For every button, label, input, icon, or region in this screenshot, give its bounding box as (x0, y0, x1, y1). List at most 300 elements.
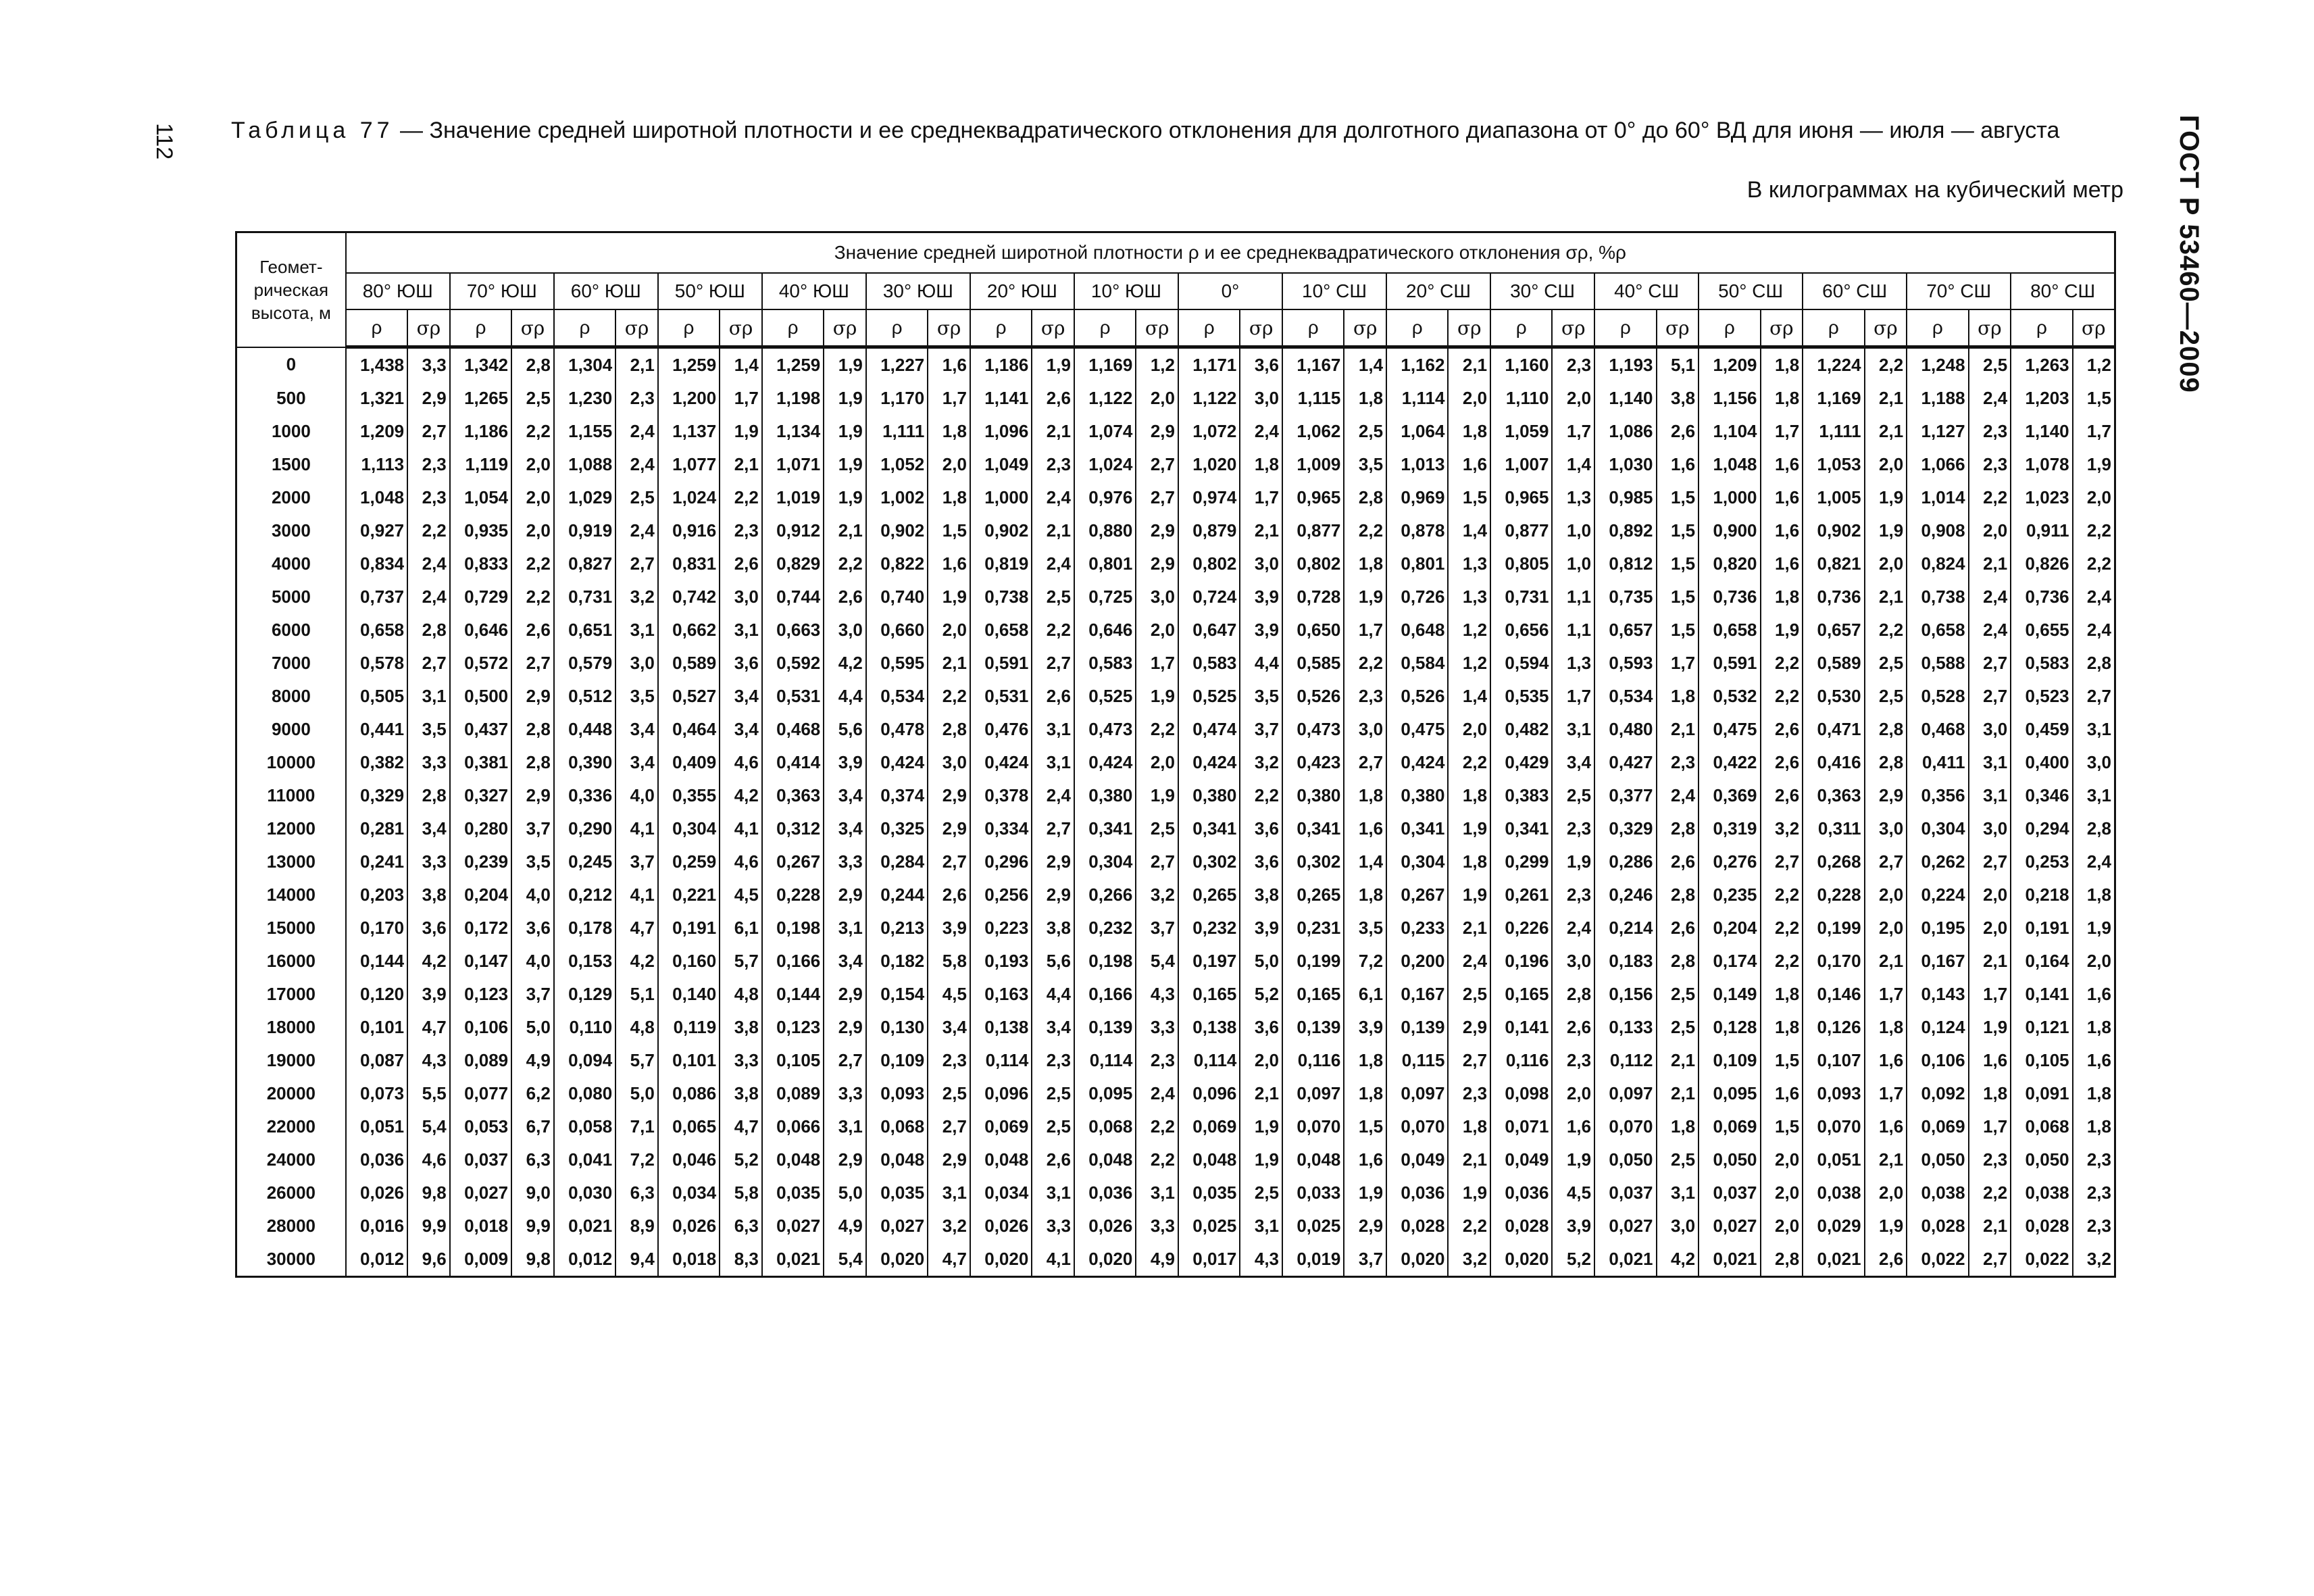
density-cell: 0,138 (1178, 1011, 1240, 1044)
density-cell: 0,116 (1282, 1044, 1344, 1077)
deviation-cell: 2,0 (928, 448, 970, 481)
deviation-cell: 1,3 (1448, 547, 1490, 580)
deviation-cell: 3,9 (1240, 912, 1282, 945)
deviation-cell: 4,2 (1657, 1243, 1699, 1277)
deviation-cell: 2,1 (1448, 912, 1490, 945)
deviation-cell: 2,7 (1865, 845, 1907, 878)
deviation-cell: 1,3 (1552, 647, 1594, 680)
deviation-cell: 3,9 (1552, 1210, 1594, 1243)
rho-symbol-header: ρ (1803, 309, 1864, 347)
density-cell: 0,390 (554, 746, 615, 779)
density-cell: 1,259 (762, 347, 824, 382)
density-cell: 0,965 (1282, 481, 1344, 514)
density-cell: 0,589 (1803, 647, 1864, 680)
deviation-cell: 1,9 (1448, 812, 1490, 845)
deviation-cell: 2,2 (1865, 347, 1907, 382)
density-cell: 0,041 (554, 1143, 615, 1176)
density-cell: 0,662 (658, 614, 720, 647)
density-cell: 0,833 (450, 547, 511, 580)
units-note: В килограммах на кубический метр (1746, 177, 2123, 203)
deviation-cell: 4,1 (1032, 1243, 1074, 1277)
density-cell: 1,438 (346, 347, 407, 382)
deviation-cell: 2,3 (2073, 1143, 2115, 1176)
deviation-cell: 4,7 (615, 912, 658, 945)
deviation-cell: 2,0 (1865, 547, 1907, 580)
density-cell: 0,106 (450, 1011, 511, 1044)
deviation-cell: 2,1 (1240, 514, 1282, 547)
deviation-cell: 1,8 (1761, 1011, 1803, 1044)
density-cell: 0,526 (1386, 680, 1448, 713)
density-cell: 1,155 (554, 415, 615, 448)
density-cell: 1,127 (1907, 415, 1968, 448)
altitude-cell: 12000 (236, 812, 346, 845)
density-cell: 0,036 (1386, 1176, 1448, 1210)
density-cell: 0,077 (450, 1077, 511, 1110)
density-cell: 0,480 (1594, 713, 1656, 746)
density-cell: 0,911 (2011, 514, 2072, 547)
deviation-cell: 2,0 (1448, 713, 1490, 746)
density-cell: 1,156 (1699, 382, 1760, 415)
density-cell: 0,423 (1282, 746, 1344, 779)
density-cell: 0,744 (762, 580, 824, 614)
deviation-cell: 3,1 (1136, 1176, 1178, 1210)
density-cell: 0,523 (2011, 680, 2072, 713)
density-cell: 0,012 (346, 1243, 407, 1277)
deviation-cell: 2,9 (824, 1011, 866, 1044)
density-cell: 0,286 (1594, 845, 1656, 878)
deviation-cell: 2,7 (928, 1110, 970, 1143)
deviation-cell: 1,8 (1448, 779, 1490, 812)
altitude-cell: 6000 (236, 614, 346, 647)
deviation-cell: 2,0 (1865, 878, 1907, 912)
density-cell: 1,059 (1490, 415, 1552, 448)
density-cell: 0,080 (554, 1077, 615, 1110)
deviation-cell: 2,2 (1865, 614, 1907, 647)
density-cell: 0,231 (1282, 912, 1344, 945)
deviation-cell: 2,4 (1032, 779, 1074, 812)
deviation-cell: 2,2 (1344, 647, 1386, 680)
deviation-cell: 2,3 (2073, 1210, 2115, 1243)
deviation-cell: 1,9 (1240, 1143, 1282, 1176)
deviation-cell: 3,5 (1344, 912, 1386, 945)
density-cell: 0,355 (658, 779, 720, 812)
deviation-cell: 2,4 (2073, 580, 2115, 614)
deviation-cell: 1,5 (1657, 547, 1699, 580)
density-cell: 0,244 (866, 878, 928, 912)
table-row (236, 1143, 2115, 1176)
altitude-cell: 7000 (236, 647, 346, 680)
deviation-cell: 3,4 (720, 680, 762, 713)
deviation-cell: 2,6 (1657, 415, 1699, 448)
density-cell: 1,048 (346, 481, 407, 514)
deviation-cell: 2,9 (1032, 845, 1074, 878)
density-cell: 1,000 (1699, 481, 1760, 514)
altitude-cell: 9000 (236, 713, 346, 746)
rho-symbol-header: ρ (1282, 309, 1344, 347)
deviation-cell: 3,2 (928, 1210, 970, 1243)
deviation-cell: 2,7 (2073, 680, 2115, 713)
deviation-cell: 2,1 (1969, 945, 2011, 978)
deviation-cell: 2,5 (928, 1077, 970, 1110)
density-cell: 1,193 (1594, 347, 1656, 382)
density-cell: 0,037 (1594, 1176, 1656, 1210)
density-cell: 1,071 (762, 448, 824, 481)
density-cell: 0,528 (1907, 680, 1968, 713)
deviation-cell: 3,0 (1969, 713, 2011, 746)
deviation-cell: 1,6 (1761, 547, 1803, 580)
deviation-cell: 2,5 (1865, 680, 1907, 713)
deviation-cell: 1,1 (1552, 614, 1594, 647)
latitude-header: 40° ЮШ (762, 273, 866, 309)
density-cell: 0,729 (450, 580, 511, 614)
deviation-cell: 3,1 (1969, 746, 2011, 779)
deviation-cell: 1,7 (1969, 978, 2011, 1011)
density-cell: 0,822 (866, 547, 928, 580)
density-cell: 0,097 (1594, 1077, 1656, 1110)
density-cell: 0,424 (1386, 746, 1448, 779)
deviation-cell: 2,2 (407, 514, 450, 547)
deviation-cell: 2,8 (928, 713, 970, 746)
deviation-cell: 1,7 (720, 382, 762, 415)
page-number: 112 (151, 123, 177, 160)
density-cell: 0,112 (1594, 1044, 1656, 1077)
deviation-cell: 2,4 (1448, 945, 1490, 978)
density-cell: 0,026 (970, 1210, 1032, 1243)
density-cell: 1,104 (1699, 415, 1760, 448)
density-cell: 0,651 (554, 614, 615, 647)
altitude-cell: 18000 (236, 1011, 346, 1044)
deviation-cell: 1,8 (1761, 580, 1803, 614)
density-cell: 0,829 (762, 547, 824, 580)
density-cell: 0,336 (554, 779, 615, 812)
deviation-cell: 3,7 (1240, 713, 1282, 746)
density-cell: 0,827 (554, 547, 615, 580)
deviation-cell: 2,1 (1448, 347, 1490, 382)
deviation-cell: 1,8 (1344, 878, 1386, 912)
density-cell: 0,658 (1907, 614, 1968, 647)
deviation-cell: 7,2 (615, 1143, 658, 1176)
latitude-header: 70° ЮШ (450, 273, 554, 309)
altitude-cell: 20000 (236, 1077, 346, 1110)
density-cell: 0,028 (1386, 1210, 1448, 1243)
deviation-cell: 2,6 (1032, 382, 1074, 415)
density-cell: 0,027 (866, 1210, 928, 1243)
table-row (236, 614, 2115, 647)
deviation-cell: 1,4 (720, 347, 762, 382)
deviation-cell: 2,1 (1657, 1044, 1699, 1077)
deviation-cell: 3,3 (407, 746, 450, 779)
deviation-cell: 4,3 (1136, 978, 1178, 1011)
deviation-cell: 2,0 (1969, 878, 2011, 912)
density-cell: 1,002 (866, 481, 928, 514)
deviation-cell: 2,1 (1865, 945, 1907, 978)
deviation-cell: 2,2 (1136, 1143, 1178, 1176)
deviation-cell: 3,0 (615, 647, 658, 680)
deviation-cell: 1,0 (1552, 547, 1594, 580)
deviation-cell: 4,3 (407, 1044, 450, 1077)
deviation-cell: 2,0 (1761, 1210, 1803, 1243)
density-cell: 1,007 (1490, 448, 1552, 481)
density-cell: 0,097 (1282, 1077, 1344, 1110)
deviation-cell: 4,9 (824, 1210, 866, 1243)
density-cell: 0,476 (970, 713, 1032, 746)
density-cell: 0,223 (970, 912, 1032, 945)
density-cell: 0,525 (1178, 680, 1240, 713)
density-cell: 0,266 (1074, 878, 1136, 912)
density-cell: 0,224 (1907, 878, 1968, 912)
density-cell: 0,468 (762, 713, 824, 746)
latitude-header: 30° СШ (1490, 273, 1594, 309)
deviation-cell: 1,6 (2073, 1044, 2115, 1077)
deviation-cell: 2,2 (1136, 713, 1178, 746)
density-cell: 0,226 (1490, 912, 1552, 945)
deviation-cell: 1,9 (1448, 878, 1490, 912)
density-cell: 0,658 (1699, 614, 1760, 647)
deviation-cell: 2,3 (928, 1044, 970, 1077)
sigma-symbol-header: σρ (2073, 309, 2115, 347)
deviation-cell: 2,2 (1761, 878, 1803, 912)
deviation-cell: 2,8 (407, 614, 450, 647)
deviation-cell: 3,0 (2073, 746, 2115, 779)
density-cell: 1,111 (866, 415, 928, 448)
deviation-cell: 1,9 (1865, 1210, 1907, 1243)
density-cell: 0,265 (1282, 878, 1344, 912)
density-cell: 0,380 (1178, 779, 1240, 812)
latitude-header: 20° СШ (1386, 273, 1490, 309)
table-row (236, 779, 2115, 812)
density-cell: 0,154 (866, 978, 928, 1011)
density-cell: 0,020 (866, 1243, 928, 1277)
density-cell: 0,525 (1074, 680, 1136, 713)
density-cell: 1,114 (1386, 382, 1448, 415)
density-cell: 1,321 (346, 382, 407, 415)
density-cell: 0,319 (1699, 812, 1760, 845)
density-cell: 0,916 (658, 514, 720, 547)
density-cell: 0,878 (1386, 514, 1448, 547)
density-cell: 0,110 (554, 1011, 615, 1044)
density-cell: 0,877 (1490, 514, 1552, 547)
deviation-cell: 1,7 (1136, 647, 1178, 680)
density-cell: 0,416 (1803, 746, 1864, 779)
altitude-cell: 26000 (236, 1176, 346, 1210)
density-cell: 1,170 (866, 382, 928, 415)
table-row (236, 547, 2115, 580)
density-cell: 0,119 (658, 1011, 720, 1044)
density-cell: 1,052 (866, 448, 928, 481)
density-cell: 0,471 (1803, 713, 1864, 746)
density-cell: 0,382 (346, 746, 407, 779)
density-cell: 0,400 (2011, 746, 2072, 779)
deviation-cell: 5,4 (824, 1243, 866, 1277)
deviation-cell: 1,4 (1448, 514, 1490, 547)
density-cell: 1,086 (1594, 415, 1656, 448)
density-cell: 1,263 (2011, 347, 2072, 382)
deviation-cell: 1,6 (1344, 812, 1386, 845)
table-row (236, 1011, 2115, 1044)
density-cell: 0,129 (554, 978, 615, 1011)
altitude-cell: 28000 (236, 1210, 346, 1243)
density-cell: 1,141 (970, 382, 1032, 415)
table-row (236, 415, 2115, 448)
density-cell: 0,535 (1490, 680, 1552, 713)
deviation-cell: 1,6 (1344, 1143, 1386, 1176)
density-cell: 0,144 (346, 945, 407, 978)
density-cell: 0,805 (1490, 547, 1552, 580)
deviation-cell: 1,8 (1344, 547, 1386, 580)
deviation-cell: 1,5 (1657, 481, 1699, 514)
table-row (236, 1077, 2115, 1110)
table-row (236, 945, 2115, 978)
deviation-cell: 2,2 (1136, 1110, 1178, 1143)
deviation-cell: 1,9 (1865, 514, 1907, 547)
density-cell: 1,230 (554, 382, 615, 415)
density-cell: 0,363 (762, 779, 824, 812)
density-cell: 0,021 (1594, 1243, 1656, 1277)
sigma-symbol-header: σρ (1032, 309, 1074, 347)
deviation-cell: 1,7 (1552, 415, 1594, 448)
density-cell: 1,200 (658, 382, 720, 415)
density-cell: 0,141 (2011, 978, 2072, 1011)
density-cell: 0,022 (2011, 1243, 2072, 1277)
density-cell: 0,160 (658, 945, 720, 978)
latitude-header: 70° СШ (1907, 273, 2011, 309)
density-cell: 0,046 (658, 1143, 720, 1176)
density-cell: 0,736 (1699, 580, 1760, 614)
density-cell: 1,304 (554, 347, 615, 382)
deviation-cell: 2,3 (407, 448, 450, 481)
density-cell: 0,037 (450, 1143, 511, 1176)
deviation-cell: 4,6 (720, 845, 762, 878)
density-cell: 1,134 (762, 415, 824, 448)
table-row (236, 845, 2115, 878)
table-row (236, 713, 2115, 746)
density-cell: 0,583 (1074, 647, 1136, 680)
density-cell: 0,592 (762, 647, 824, 680)
deviation-cell: 2,1 (615, 347, 658, 382)
altitude-cell: 1500 (236, 448, 346, 481)
density-cell: 0,126 (1803, 1011, 1864, 1044)
deviation-cell: 6,7 (511, 1110, 554, 1143)
deviation-cell: 2,3 (407, 481, 450, 514)
density-cell: 1,020 (1178, 448, 1240, 481)
deviation-cell: 3,3 (1136, 1210, 1178, 1243)
deviation-cell: 3,8 (1032, 912, 1074, 945)
deviation-cell: 2,8 (511, 713, 554, 746)
deviation-cell: 3,6 (1240, 845, 1282, 878)
sigma-symbol-header: σρ (1240, 309, 1282, 347)
rho-symbol-header: ρ (1594, 309, 1656, 347)
density-cell: 0,341 (1178, 812, 1240, 845)
deviation-cell: 2,1 (1032, 514, 1074, 547)
density-cell: 0,048 (1178, 1143, 1240, 1176)
density-cell: 0,473 (1074, 713, 1136, 746)
density-cell: 0,093 (866, 1077, 928, 1110)
density-cell: 0,267 (762, 845, 824, 878)
deviation-cell: 2,2 (511, 580, 554, 614)
density-cell: 0,464 (658, 713, 720, 746)
deviation-cell: 2,2 (511, 415, 554, 448)
altitude-cell: 24000 (236, 1143, 346, 1176)
deviation-cell: 4,6 (407, 1143, 450, 1176)
density-cell: 1,024 (658, 481, 720, 514)
deviation-cell: 5,0 (511, 1011, 554, 1044)
density-cell: 0,976 (1074, 481, 1136, 514)
sigma-symbol-header: σρ (824, 309, 866, 347)
density-cell: 0,037 (1699, 1176, 1760, 1210)
density-cell: 1,048 (1699, 448, 1760, 481)
density-cell: 0,069 (1907, 1110, 1968, 1143)
density-cell: 0,048 (1282, 1143, 1344, 1176)
density-cell: 1,053 (1803, 448, 1864, 481)
deviation-cell: 1,8 (1344, 1077, 1386, 1110)
density-cell: 0,663 (762, 614, 824, 647)
density-cell: 0,531 (762, 680, 824, 713)
rho-symbol-header: ρ (1907, 309, 1968, 347)
deviation-cell: 6,1 (1344, 978, 1386, 1011)
deviation-cell: 2,2 (2073, 514, 2115, 547)
density-cell: 0,140 (658, 978, 720, 1011)
altitude-cell: 17000 (236, 978, 346, 1011)
density-cell: 0,579 (554, 647, 615, 680)
deviation-cell: 1,3 (1448, 580, 1490, 614)
deviation-cell: 4,4 (1032, 978, 1074, 1011)
density-cell: 0,299 (1490, 845, 1552, 878)
deviation-cell: 3,6 (720, 647, 762, 680)
density-cell: 0,213 (866, 912, 928, 945)
density-cell: 0,892 (1594, 514, 1656, 547)
density-cell: 0,380 (1386, 779, 1448, 812)
deviation-cell: 9,8 (511, 1243, 554, 1277)
deviation-cell: 3,5 (1240, 680, 1282, 713)
density-cell: 0,526 (1282, 680, 1344, 713)
density-cell: 0,020 (1490, 1243, 1552, 1277)
density-cell: 1,000 (970, 481, 1032, 514)
deviation-cell: 3,3 (720, 1044, 762, 1077)
deviation-cell: 5,2 (1240, 978, 1282, 1011)
density-cell: 0,468 (1907, 713, 1968, 746)
density-cell: 0,245 (554, 845, 615, 878)
density-cell: 1,227 (866, 347, 928, 382)
density-cell: 0,018 (658, 1243, 720, 1277)
density-cell: 0,109 (1699, 1044, 1760, 1077)
deviation-cell: 2,2 (928, 680, 970, 713)
rho-symbol-header: ρ (554, 309, 615, 347)
deviation-cell: 2,3 (1657, 746, 1699, 779)
density-cell: 0,802 (1178, 547, 1240, 580)
density-cell: 0,038 (1907, 1176, 1968, 1210)
deviation-cell: 4,7 (720, 1110, 762, 1143)
density-cell: 0,740 (866, 580, 928, 614)
deviation-cell: 2,0 (1552, 1077, 1594, 1110)
rho-symbol-header: ρ (1178, 309, 1240, 347)
deviation-cell: 2,2 (1240, 779, 1282, 812)
deviation-cell: 3,8 (407, 878, 450, 912)
density-cell: 0,019 (1282, 1243, 1344, 1277)
density-cell: 0,141 (1490, 1011, 1552, 1044)
deviation-cell: 2,9 (824, 878, 866, 912)
deviation-cell: 2,4 (2073, 614, 2115, 647)
deviation-cell: 2,0 (1865, 912, 1907, 945)
deviation-cell: 2,8 (1865, 746, 1907, 779)
density-cell: 1,013 (1386, 448, 1448, 481)
deviation-cell: 2,0 (2073, 481, 2115, 514)
altitude-cell: 1000 (236, 415, 346, 448)
density-cell: 0,199 (1803, 912, 1864, 945)
deviation-cell: 6,3 (511, 1143, 554, 1176)
deviation-cell: 3,4 (407, 812, 450, 845)
deviation-cell: 4,2 (720, 779, 762, 812)
deviation-cell: 1,8 (2073, 1077, 2115, 1110)
